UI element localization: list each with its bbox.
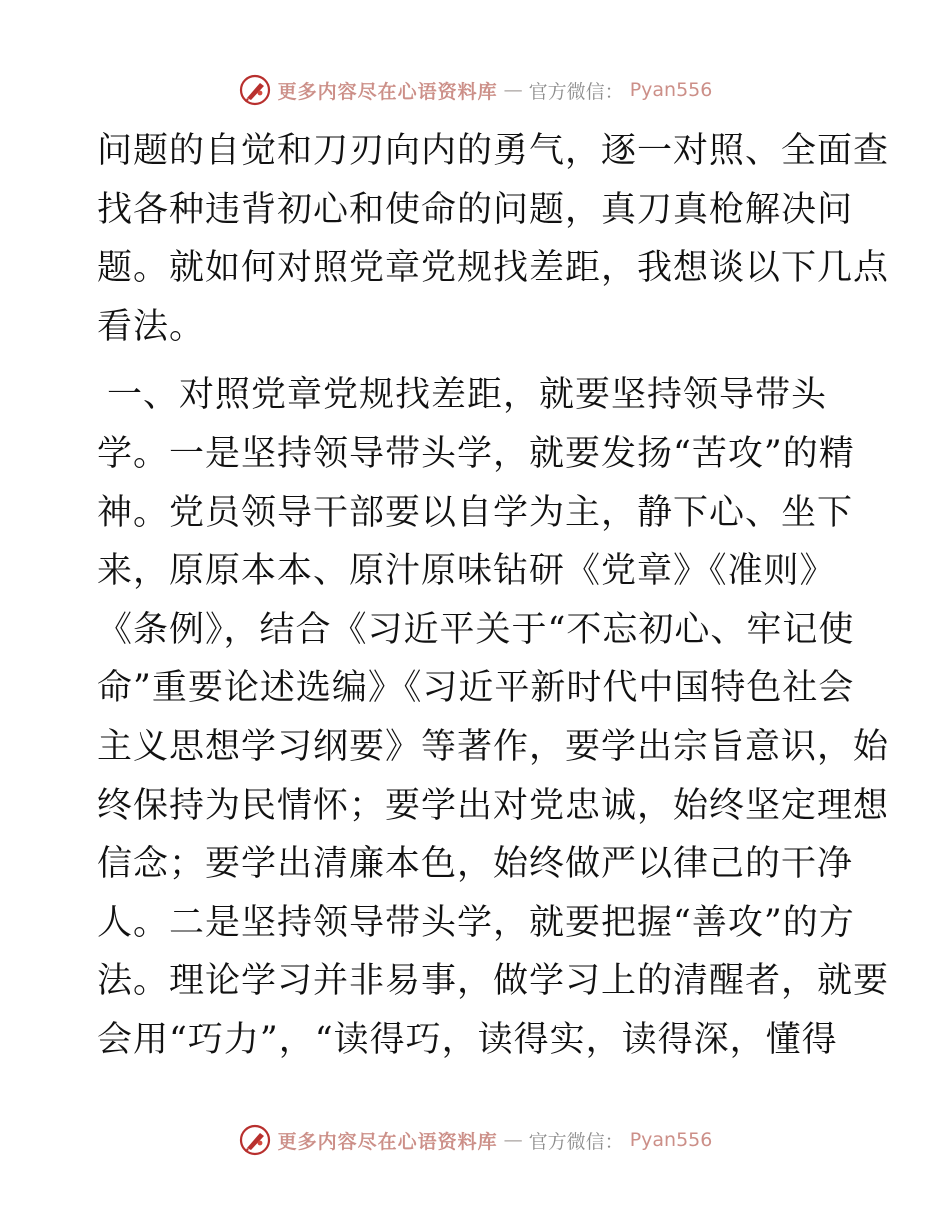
footer-separator: — — [503, 1129, 523, 1151]
header-watermark — [0, 70, 950, 110]
section-heading-line: 一、对照党章党规找差距，就要坚持领导带头 — [107, 375, 828, 416]
header-brand-text: 更多内容尽在心语资料库 — [277, 80, 498, 103]
pen-logo-icon — [238, 73, 272, 107]
footer-watermark — [0, 1120, 950, 1160]
body-line: 《条例》，结合《习近平关于“不忘初心、牢记使 — [97, 609, 855, 650]
footer-brand-text: 更多内容尽在心语资料库 — [277, 1130, 498, 1153]
footer-contact-label: 官方微信： — [528, 1130, 624, 1153]
header-contact-id: Pyan556 — [629, 79, 713, 101]
footer-contact-id: Pyan556 — [629, 1129, 713, 1151]
body-line: 题。就如何对照党章党规找差距，我想谈以下几点 — [97, 248, 890, 289]
body-line: 来，原原本本、原汁原味钻研《党章》《准则》 — [97, 551, 836, 592]
body-line: 法。理论学习并非易事，做学习上的清醒者，就要 — [97, 961, 890, 1002]
paragraph-gap — [97, 356, 857, 366]
body-line: 学。一是坚持领导带头学，就要发扬“苦攻”的精 — [97, 433, 855, 474]
body-line: 神。党员领导干部要以自学为主，静下心、坐下 — [97, 492, 854, 533]
body-line: 问题的自觉和刀刃向内的勇气，逐一对照、全面查 — [97, 131, 890, 171]
body-line: 命”重要论述选编》《习近平新时代中国特色社会 — [97, 668, 855, 709]
body-line: 人。二是坚持领导带头学，就要把握“善攻”的方 — [97, 902, 855, 943]
body-line: 信念；要学出清廉本色，始终做严以律己的干净 — [97, 844, 854, 885]
pen-logo-icon — [238, 1123, 272, 1157]
document-body — [97, 122, 890, 1070]
header-separator: — — [503, 79, 523, 101]
body-line: 终保持为民情怀；要学出对党忠诚，始终坚定理想 — [97, 785, 890, 826]
body-line: 会用“巧力”，“读得巧，读得实，读得深，懂得 — [97, 1019, 838, 1060]
header-contact-label: 官方微信： — [528, 80, 624, 103]
body-line: 主义思想学习纲要》等著作，要学出宗旨意识，始 — [97, 726, 890, 767]
body-line: 看法。 — [97, 306, 206, 347]
body-line: 找各种违背初心和使命的问题，真刀真枪解决问 — [97, 189, 854, 230]
